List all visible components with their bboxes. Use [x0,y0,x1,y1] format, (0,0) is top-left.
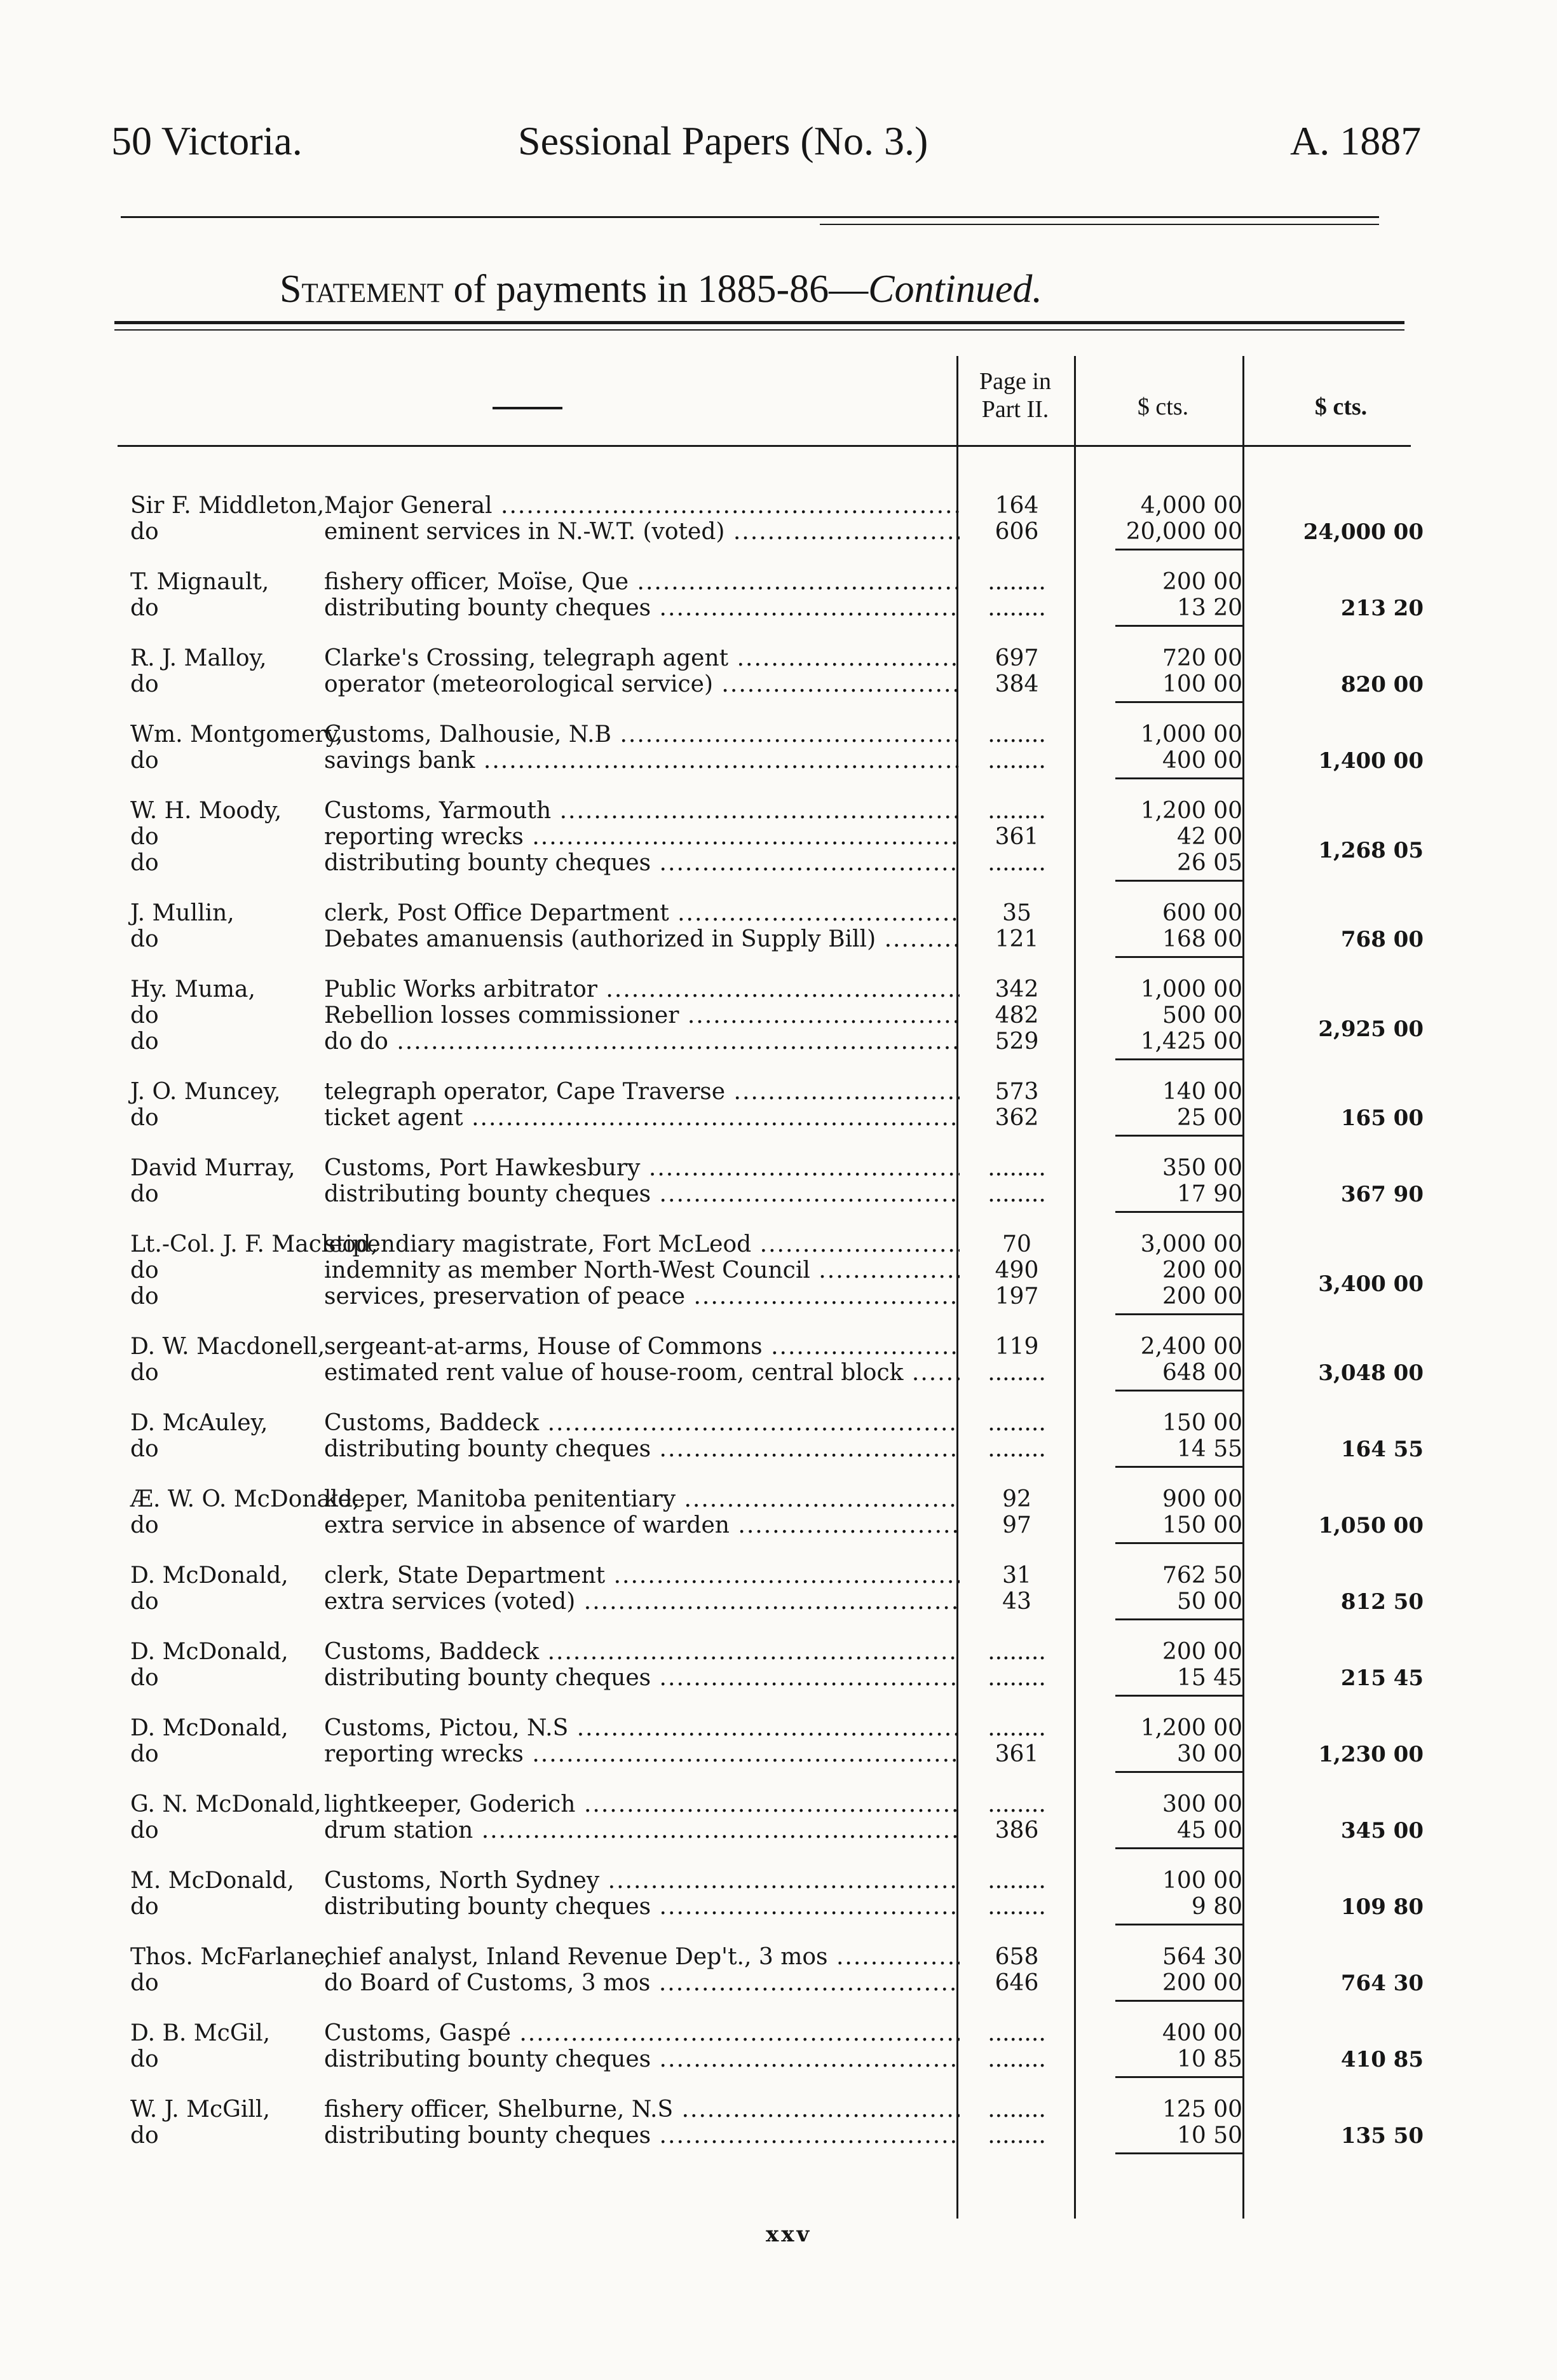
payee-name: Thos. McFarlane, [130,1944,332,1970]
payment-description: reporting wrecks ..... [324,1741,960,1768]
payee-name: do [130,1817,159,1843]
column-header-blank-dash [493,407,562,409]
amount: 14 55 [1176,1436,1242,1462]
table-row [0,1079,1557,1105]
group-total-row [0,837,1557,864]
amount: 200 00 [1162,1639,1242,1665]
page-reference: 121 [995,926,1039,952]
page-reference: 70 [1002,1231,1031,1257]
payee-name: do [130,1894,159,1920]
subtotal-rule [1115,1542,1242,1544]
column-header-page: Page in Part II. [979,368,1051,423]
page-reference: ........ [988,1791,1046,1817]
subtotal-rule [1115,1695,1242,1697]
subtotal-rule [1115,549,1242,551]
amount: 15 45 [1176,1665,1242,1691]
payee-name: do [130,1665,159,1691]
amount: 720 00 [1162,645,1242,671]
amount: 125 00 [1162,2096,1242,2123]
page-reference: ........ [988,1360,1046,1386]
payee-name: D. W. Macdonell, [130,1334,325,1360]
table-row [0,1563,1557,1589]
amount: 3,000 00 [1140,1231,1242,1257]
title-suffix: Continued. [868,268,1042,311]
payment-description: Public Works arbitrator ..... [324,976,960,1003]
subtotal-rule [1115,701,1242,703]
amount: 100 00 [1162,671,1242,697]
amount: 100 00 [1162,1868,1242,1894]
payee-name: D. McDonald, [130,1715,289,1741]
payee-name: D. McAuley, [130,1410,268,1436]
group-total: 1,230 00 [1318,1742,1424,1767]
column-header-totals: $ cts. [1314,393,1368,420]
payee-name: Hy. Muma, [130,976,255,1002]
subtotal-rule [1115,2152,1242,2154]
payment-description: services, preservation of peace ..... [324,1283,960,1310]
table-row [0,1410,1557,1437]
amount: 1,200 00 [1140,1715,1242,1741]
payment-description: estimated rent value of house-room, central block ..... [324,1360,960,1386]
page-reference: 31 [1002,1563,1031,1589]
group-total: 1,400 00 [1318,748,1424,774]
page-reference: ........ [988,798,1046,824]
payment-description: extra service in absence of warden ..... [324,1512,960,1539]
payee-name: do [130,2123,159,2149]
page-reference: 164 [995,493,1039,519]
page-reference: ........ [988,1639,1046,1665]
payee-name: Æ. W. O. McDonald, [130,1486,360,1512]
page-reference: 362 [995,1105,1039,1131]
payee-name: J. O. Muncey, [130,1079,281,1105]
table-row [0,976,1557,1003]
page-reference: 92 [1002,1486,1031,1512]
group-total: 165 00 [1340,1105,1424,1131]
amount: 762 50 [1162,1563,1242,1589]
payee-name: do [130,1360,159,1386]
amount: 200 00 [1162,1283,1242,1310]
title-prefix: Statement [280,268,444,311]
payee-name: Wm. Montgomery, [130,722,343,748]
payee-name: do [130,926,159,952]
page-footer: xxv [766,2222,812,2247]
payment-description: Major General ..... [324,493,960,519]
payment-description: Customs, North Sydney ..... [324,1868,960,1894]
table-row [0,1486,1557,1513]
payment-description: distributing bounty cheques ..... [324,2123,960,2149]
subtotal-rule [1115,1924,1242,1925]
page-reference: 35 [1002,900,1031,926]
group-total-row [0,1512,1557,1539]
payment-description: extra services (voted) ..... [324,1589,960,1615]
title-rule-2 [114,329,1404,331]
payee-name: do [130,1741,159,1767]
payment-description: clerk, Post Office Department ..... [324,900,960,927]
payment-description: Debates amanuensis (authorized in Supply Bill) ..... [324,926,960,953]
payment-description: distributing bounty cheques ..... [324,1181,960,1208]
group-total: 213 20 [1340,596,1424,621]
page-reference: 646 [995,1970,1039,1996]
payment-description: do Board of Customs, 3 mos ..... [324,1970,960,1997]
group-total: 215 45 [1340,1665,1424,1691]
payee-name: R. J. Malloy, [130,645,267,671]
payee-name: do [130,595,159,621]
page-reference: 97 [1002,1512,1031,1538]
page-reference: 606 [995,519,1039,545]
amount: 9 80 [1191,1894,1242,1920]
amount: 1,000 00 [1140,976,1242,1002]
group-total-row [0,1181,1557,1208]
payee-name: do [130,671,159,697]
payment-description: Customs, Pictou, N.S ..... [324,1715,960,1742]
group-total: 2,925 00 [1318,1016,1424,1042]
group-total-row [0,595,1557,622]
amount: 140 00 [1162,1079,1242,1105]
payee-name: do [130,1589,159,1615]
payee-name: D. McDonald, [130,1639,289,1665]
payment-description: Customs, Baddeck ..... [324,1639,960,1665]
group-total-row [0,1271,1557,1297]
payee-name: D. McDonald, [130,1563,289,1589]
page-reference: 482 [995,1002,1039,1029]
payment-description: distributing bounty cheques ..... [324,1665,960,1692]
group-total: 3,048 00 [1318,1360,1424,1386]
payment-description: Customs, Baddeck ..... [324,1410,960,1437]
page-reference: ........ [988,1436,1046,1462]
amount: 150 00 [1162,1410,1242,1436]
amount: 168 00 [1162,926,1242,952]
payment-description: fishery officer, Moïse, Que ..... [324,569,960,596]
page-reference: ........ [988,1410,1046,1436]
page-reference: 386 [995,1817,1039,1843]
subtotal-rule [1115,1313,1242,1315]
group-total: 24,000 00 [1303,519,1424,545]
group-total: 135 50 [1340,2123,1424,2149]
table-row [0,1639,1557,1665]
payment-description: Customs, Gaspé ..... [324,2020,960,2047]
payee-name: G. N. McDonald, [130,1791,322,1817]
subtotal-rule [1115,1771,1242,1773]
subtotal-rule [1115,956,1242,958]
header-left: 50 Victoria. [111,118,303,163]
column-head-rule [118,445,1411,447]
page-reference: ........ [988,722,1046,748]
amount: 300 00 [1162,1791,1242,1817]
subtotal-rule [1115,1211,1242,1213]
amount: 25 00 [1176,1105,1242,1131]
page-reference: 119 [995,1334,1039,1360]
group-total-row [0,1589,1557,1615]
page-reference: 197 [995,1283,1039,1310]
payee-name: W. H. Moody, [130,798,282,824]
payee-name: do [130,2046,159,2072]
amount: 4,000 00 [1140,493,1242,519]
group-total-row [0,1741,1557,1768]
table-row [0,645,1557,672]
amount: 50 00 [1176,1589,1242,1615]
payment-description: distributing bounty cheques ..... [324,1436,960,1463]
title-rest: of payments in 1885-86— [443,268,869,311]
amount: 400 00 [1162,748,1242,774]
payee-name: M. McDonald, [130,1868,294,1894]
payment-description: eminent services in N.-W.T. (voted) ..... [324,519,960,545]
payment-description: drum station ..... [324,1817,960,1844]
table-row [0,900,1557,927]
group-total: 345 00 [1340,1818,1424,1843]
payee-name: W. J. McGill, [130,2096,270,2123]
amount: 10 50 [1176,2123,1242,2149]
payee-name: D. B. McGil, [130,2020,271,2046]
page-reference: 43 [1002,1589,1031,1615]
payee-name: do [130,1970,159,1996]
payment-description: keeper, Manitoba penitentiary ..... [324,1486,960,1513]
page-reference: ........ [988,1894,1046,1920]
payment-description: distributing bounty cheques ..... [324,850,960,877]
group-total-row [0,1436,1557,1463]
table-row [0,1231,1557,1258]
subtotal-rule [1115,2000,1242,2002]
payment-description: telegraph operator, Cape Traverse ..... [324,1079,960,1105]
subtotal-rule [1115,625,1242,627]
page-reference: ........ [988,2096,1046,2123]
payee-name: do [130,1105,159,1131]
payment-description: distributing bounty cheques ..... [324,1894,960,1920]
header-center: Sessional Papers (No. 3.) [518,118,928,163]
group-total-row [0,1105,1557,1132]
amount: 400 00 [1162,2020,1242,2046]
payment-description: do do ..... [324,1029,960,1055]
payee-name: do [130,1283,159,1310]
payee-name: David Murray, [130,1155,296,1181]
payment-description: indemnity as member North-West Council ..... [324,1257,960,1284]
subtotal-rule [1115,880,1242,882]
payment-description: Customs, Port Hawkesbury ..... [324,1155,960,1182]
table-row [0,493,1557,519]
amount: 200 00 [1162,1970,1242,1996]
header-right: A. 1887 [1290,118,1422,163]
amount: 1,200 00 [1140,798,1242,824]
page-reference: 490 [995,1257,1039,1283]
subtotal-rule [1115,1390,1242,1392]
payee-name: Sir F. Middleton, [130,493,325,519]
amount: 13 20 [1176,595,1242,621]
amount: 350 00 [1162,1155,1242,1181]
page-reference: ........ [988,748,1046,774]
amount: 900 00 [1162,1486,1242,1512]
subtotal-rule [1115,1466,1242,1468]
group-total-row [0,926,1557,953]
payee-name: do [130,748,159,774]
page-reference: 342 [995,976,1039,1002]
header-rule-2 [820,224,1379,225]
group-total: 1,050 00 [1318,1513,1424,1538]
amount: 150 00 [1162,1512,1242,1538]
group-total: 3,400 00 [1318,1271,1424,1297]
payee-name: do [130,850,159,876]
column-header-dollars: $ cts. [1137,393,1189,420]
group-total: 164 55 [1340,1437,1424,1462]
payee-name: do [130,1436,159,1462]
page-reference: ........ [988,1715,1046,1741]
amount: 2,400 00 [1140,1334,1242,1360]
page-reference: ........ [988,595,1046,621]
subtotal-rule [1115,1618,1242,1620]
page-reference: 573 [995,1079,1039,1105]
group-total-row [0,2046,1557,2073]
table-row [0,1944,1557,1971]
group-total: 109 80 [1340,1894,1424,1920]
group-total: 768 00 [1340,927,1424,952]
group-total: 820 00 [1340,672,1424,697]
amount: 600 00 [1162,900,1242,926]
payment-description: Clarke's Crossing, telegraph agent ..... [324,645,960,672]
group-total: 367 90 [1340,1182,1424,1207]
page-reference: 384 [995,671,1039,697]
statement-title [280,267,1042,312]
table-row [0,2020,1557,2047]
amount: 200 00 [1162,1257,1242,1283]
table-row [0,1715,1557,1742]
payment-description: distributing bounty cheques ..... [324,2046,960,2073]
subtotal-rule [1115,777,1242,779]
payee-name: do [130,1512,159,1538]
payee-name: do [130,1181,159,1207]
table-row [0,1155,1557,1182]
page-reference: ........ [988,2020,1046,2046]
table-row [0,1791,1557,1818]
payment-description: Customs, Dalhousie, N.B ..... [324,722,960,748]
payee-name: T. Mignault, [130,569,269,595]
group-total-row [0,1360,1557,1386]
table-row [0,722,1557,748]
title-rule [114,321,1404,324]
payment-description: savings bank ..... [324,748,960,774]
payment-description: reporting wrecks ..... [324,824,960,851]
payment-description: ticket agent ..... [324,1105,960,1132]
page-reference: ........ [988,850,1046,876]
amount: 564 30 [1162,1944,1242,1970]
amount: 30 00 [1176,1741,1242,1767]
payee-name: do [130,1257,159,1283]
payment-description: clerk, State Department ..... [324,1563,960,1589]
subtotal-rule [1115,2076,1242,2078]
page-reference: ........ [988,1665,1046,1691]
group-total-row [0,671,1557,698]
group-total-row [0,1817,1557,1844]
amount: 10 85 [1176,2046,1242,2072]
payee-name: Lt.-Col. J. F. Macleod, [130,1231,378,1257]
payment-description: Customs, Yarmouth ..... [324,798,960,824]
payment-description: chief analyst, Inland Revenue Dep't., 3 mos ..... [324,1944,960,1971]
amount: 20,000 00 [1125,519,1242,545]
payee-name: J. Mullin, [130,900,235,926]
payment-description: sergeant-at-arms, House of Commons ..... [324,1334,960,1360]
subtotal-rule [1115,1847,1242,1849]
group-total: 764 30 [1340,1971,1424,1996]
page-reference: 658 [995,1944,1039,1970]
amount: 17 90 [1176,1181,1242,1207]
amount: 26 05 [1176,850,1242,876]
payee-name: do [130,1002,159,1029]
amount: 45 00 [1176,1817,1242,1843]
amount: 200 00 [1162,569,1242,595]
payee-name: do [130,519,159,545]
page-reference: ........ [988,569,1046,595]
page-reference: ........ [988,1155,1046,1181]
page-reference: 697 [995,645,1039,671]
group-total-row [0,1016,1557,1043]
amount: 42 00 [1176,824,1242,850]
amount: 1,000 00 [1140,722,1242,748]
header-rule [121,216,1379,218]
page-reference: 361 [995,824,1039,850]
subtotal-rule [1115,1135,1242,1137]
amount: 648 00 [1162,1360,1242,1386]
page-reference: ........ [988,1181,1046,1207]
group-total-row [0,748,1557,774]
payee-name: do [130,824,159,850]
page-reference: 529 [995,1029,1039,1055]
amount: 500 00 [1162,1002,1242,1029]
table-row [0,798,1557,824]
group-total-row [0,1970,1557,1997]
page-reference: ........ [988,2123,1046,2149]
page-reference: ........ [988,1868,1046,1894]
table-row [0,2096,1557,2123]
table-row [0,1334,1557,1360]
group-total-row [0,519,1557,545]
subtotal-rule [1115,1058,1242,1060]
group-total-row [0,2123,1557,2149]
page-reference: ........ [988,2046,1046,2072]
payment-description: distributing bounty cheques ..... [324,595,960,622]
group-total: 410 85 [1340,2047,1424,2072]
table-row [0,1868,1557,1894]
group-total-row [0,1894,1557,1920]
payee-name: do [130,1029,159,1055]
payment-description: Rebellion losses commissioner ..... [324,1002,960,1029]
payment-description: fishery officer, Shelburne, N.S ..... [324,2096,960,2123]
group-total: 812 50 [1340,1589,1424,1615]
amount: 1,425 00 [1140,1029,1242,1055]
group-total-row [0,1665,1557,1692]
payment-description: lightkeeper, Goderich ..... [324,1791,960,1818]
table-row [0,569,1557,596]
payment-description: stipendiary magistrate, Fort McLeod ..... [324,1231,960,1258]
group-total: 1,268 05 [1318,838,1424,863]
page-reference: 361 [995,1741,1039,1767]
payment-description: operator (meteorological service) ..... [324,671,960,698]
